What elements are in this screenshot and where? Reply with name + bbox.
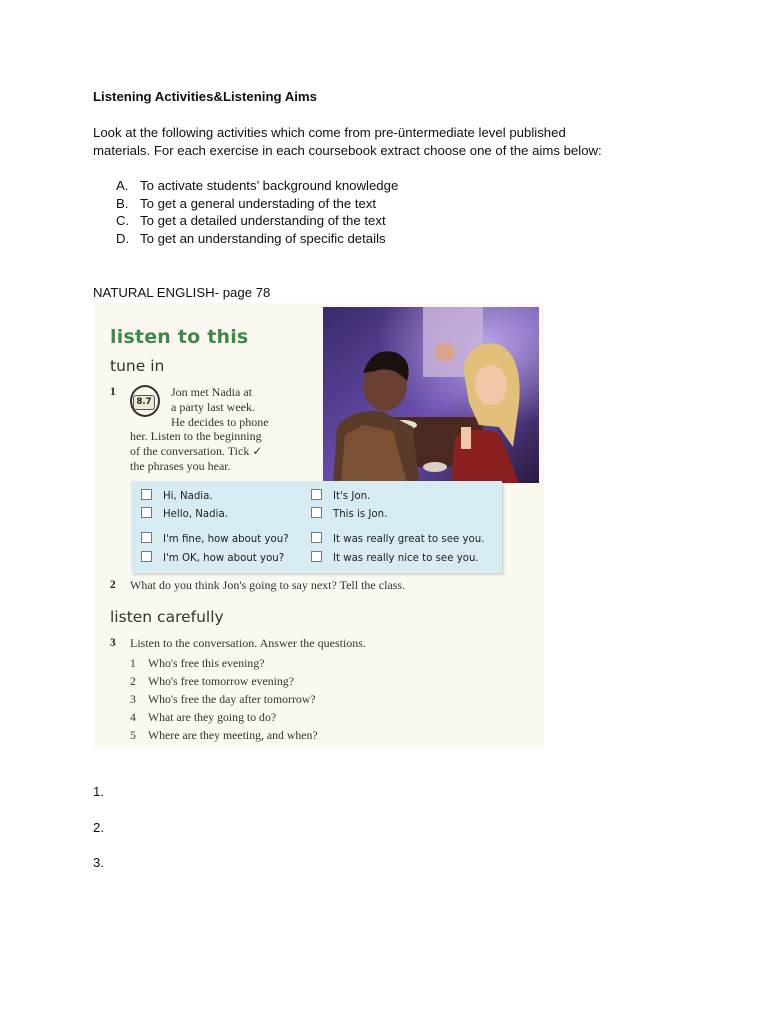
question-number: 4 [130, 710, 136, 724]
aim-text: To get an understanding of specific details [140, 231, 386, 246]
exercise-1-line: the phrases you hear. [130, 459, 231, 473]
exercise-1-line: Jon met Nadia at [171, 385, 252, 399]
question-item [130, 674, 294, 689]
aim-item [116, 177, 398, 195]
checkbox-icon[interactable] [311, 507, 322, 518]
phrase-option [141, 489, 213, 502]
checkbox-icon[interactable] [141, 507, 152, 518]
question-text: Who's free this evening? [148, 656, 265, 670]
tick-phrases-box [131, 481, 502, 573]
phrase-option-label: It's Jon. [333, 491, 371, 502]
phrase-option-label: It was really great to see you. [333, 534, 485, 545]
source-label: NATURAL ENGLISH- page 78 [93, 285, 271, 300]
exercise-number: 2 [110, 579, 116, 591]
phrase-option [311, 532, 484, 545]
answer-line[interactable]: 3. [93, 855, 104, 870]
phrase-option [141, 507, 228, 520]
aim-letter: C. [116, 213, 130, 228]
exercise-2-text: What do you think Jon's going to say next? Tell the class. [130, 578, 406, 592]
phrase-option-label: I'm fine, how about you? [163, 534, 289, 545]
checkbox-icon[interactable] [311, 489, 322, 500]
question-number: 2 [130, 674, 136, 688]
phrase-option-label: This is Jon. [333, 509, 388, 520]
question-number: 5 [130, 728, 136, 742]
question-number: 3 [130, 692, 136, 706]
intro-line-2: materials. For each exercise in each coursebook extract choose one of the aims below: [93, 143, 602, 158]
checkbox-icon[interactable] [141, 489, 152, 500]
phrase-option [141, 551, 284, 564]
checkbox-icon[interactable] [311, 532, 322, 543]
aim-letter: B. [116, 196, 129, 211]
question-item [130, 656, 264, 671]
aim-letter: D. [116, 231, 130, 246]
phrase-option [311, 551, 479, 564]
exercise-1-line: her. Listen to the beginning [130, 429, 262, 443]
aim-letter: A. [116, 178, 129, 193]
exercise-number: 1 [110, 386, 116, 398]
aim-text: To activate students’ background knowledge [140, 178, 399, 193]
question-text: Where are they meeting, and when? [148, 728, 318, 742]
party-photo [323, 307, 539, 483]
exercise-3-text: Listen to the conversation. Answer the questions. [130, 636, 366, 650]
phrase-option-label: Hello, Nadia. [163, 509, 228, 520]
answer-line[interactable]: 2. [93, 820, 104, 835]
aim-item [116, 212, 386, 230]
exercise-number: 3 [110, 637, 116, 649]
question-item [130, 692, 316, 707]
intro-line-1: Look at the following activities which come from pre-üntermediate level published [93, 125, 566, 140]
checkbox-icon[interactable] [141, 551, 152, 562]
phrase-option-label: It was really nice to see you. [333, 553, 479, 564]
question-text: Who's free the day after tomorrow? [148, 692, 316, 706]
document-title: Listening Activities&Listening Aims [93, 89, 317, 104]
question-text: Who's free tomorrow evening? [148, 674, 294, 688]
checkbox-icon[interactable] [141, 532, 152, 543]
party-photo-illustration [323, 307, 539, 483]
exercise-1-line: He decides to phone [171, 415, 269, 429]
phrase-option-label: Hi, Nadia. [163, 491, 213, 502]
aim-text: To get a detailed understanding of the text [140, 213, 386, 228]
question-text: What are they going to do? [148, 710, 277, 724]
checkbox-icon[interactable] [311, 551, 322, 562]
audio-track-number: 8.7 [133, 395, 155, 410]
phrase-option [311, 489, 370, 502]
aim-item [116, 230, 386, 248]
exercise-1-line: a party last week. [171, 400, 255, 414]
coursebook-extract [93, 303, 544, 748]
question-number: 1 [130, 656, 136, 670]
extract-title: listen to this [110, 326, 249, 348]
phrase-option [141, 532, 289, 545]
phrase-option-label: I'm OK, how about you? [163, 553, 285, 564]
section-heading-tune-in: tune in [110, 357, 165, 375]
question-item [130, 710, 276, 725]
aim-text: To get a general understading of the text [140, 196, 377, 211]
phrase-option [311, 507, 387, 520]
aim-item [116, 195, 376, 213]
answer-line[interactable]: 1. [93, 784, 104, 799]
question-item [130, 728, 318, 743]
exercise-1-line: of the conversation. Tick ✓ [130, 444, 263, 458]
section-heading-listen-carefully: listen carefully [110, 608, 224, 626]
